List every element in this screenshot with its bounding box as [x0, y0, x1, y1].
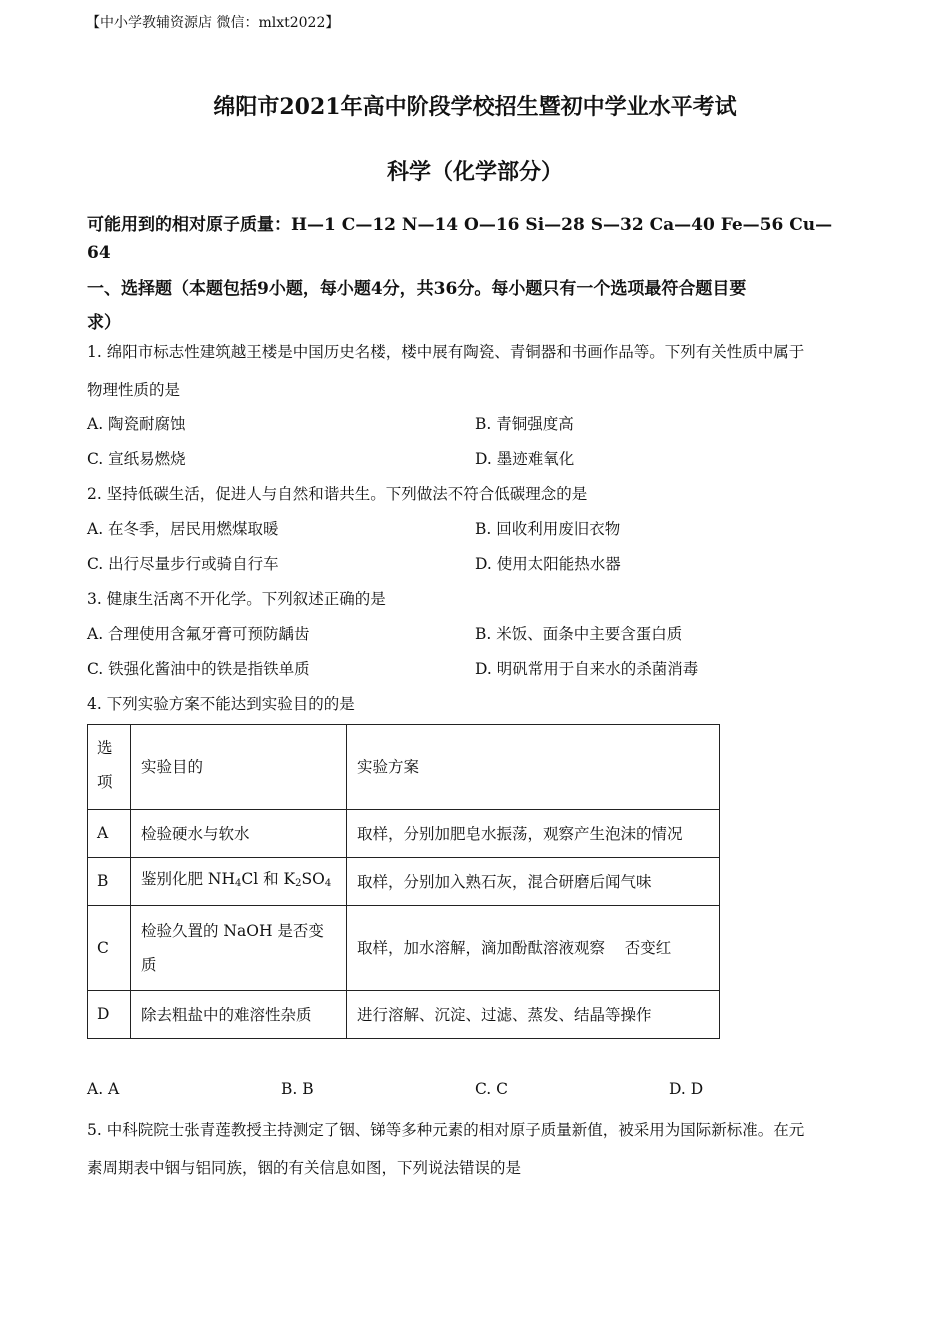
row-purpose-cell: 检验硬水与软水 — [131, 810, 347, 858]
formula-text: Cl 和 K — [241, 870, 296, 888]
q5-stem-line2: 素周期表中铟与铝同族，铟的有关信息如图，下列说法错误的是 — [87, 1159, 522, 1177]
table-header-row — [88, 725, 720, 810]
row-plan-cell: 取样，分别加入熟石灰，混合研磨后闻气味 — [347, 858, 720, 906]
q4-stem: 4. 下列实验方案不能达到实验目的的是 — [87, 695, 355, 713]
section1-heading-line2: 求） — [87, 313, 121, 333]
header-purpose-cell: 实验目的 — [131, 725, 347, 810]
q2-option-a: A. 在冬季，居民用燃煤取暖 — [87, 520, 279, 538]
q2-option-d: D. 使用太阳能热水器 — [475, 555, 621, 573]
q1-option-b: B. 青铜强度高 — [475, 415, 574, 433]
purpose-line: 质 — [141, 956, 157, 974]
row-option-cell: B — [88, 858, 131, 906]
q4-option-c: C. C — [475, 1080, 509, 1098]
q4-option-d: D. D — [669, 1080, 704, 1098]
q3-option-b: B. 米饭、面条中主要含蛋白质 — [475, 625, 683, 643]
section1-heading-line1: 一、选择题（本题包括9小题，每小题4分，共36分。每小题只有一个选项最符合题目要 — [87, 279, 747, 299]
page-title: 绵阳市2021年高中阶段学校招生暨初中学业水平考试 — [213, 94, 737, 120]
q1-option-d: D. 墨迹难氧化 — [475, 450, 575, 468]
q3-option-a: A. 合理使用含氟牙膏可预防龋齿 — [87, 625, 310, 643]
row-plan-cell: 进行溶解、沉淀、过滤、蒸发、结晶等操作 — [347, 991, 720, 1039]
q3-option-c: C. 铁强化酱油中的铁是指铁单质 — [87, 660, 310, 678]
row-plan-cell: 取样，分别加肥皂水振荡，观察产生泡沫的情况 — [347, 810, 720, 858]
q1-stem-line2: 物理性质的是 — [87, 381, 181, 399]
row-option-cell: A — [88, 810, 131, 858]
header-note: 【中小学教辅资源店 微信：mlxt2022】 — [86, 15, 340, 31]
row-plan-cell: 取样，加水溶解，滴加酚酞溶液观察 否变红 — [347, 906, 720, 991]
purpose-line: 检验久置的 NaOH 是否变 — [141, 922, 324, 940]
header-option-cell — [88, 725, 131, 810]
row-option-cell: D — [88, 991, 131, 1039]
table-row — [88, 906, 720, 991]
q2-option-b: B. 回收利用废旧衣物 — [475, 520, 621, 538]
page-subtitle: 科学（化学部分） — [386, 159, 563, 185]
table-row — [88, 810, 720, 858]
formula-subscript: 2 — [295, 878, 302, 889]
q2-stem: 2. 坚持低碳生活，促进人与自然和谐共生。下列做法不符合低碳理念的是 — [87, 485, 588, 503]
formula-text: 鉴别化肥 NH — [141, 870, 236, 888]
row-purpose-cell — [131, 858, 347, 906]
q4-option-b: B. B — [281, 1080, 314, 1098]
q2-option-c: C. 出行尽量步行或骑自行车 — [87, 555, 279, 573]
row-purpose-cell — [131, 906, 347, 991]
q5-stem-line1: 5. 中科院院士张青莲教授主持测定了铟、锑等多种元素的相对原子质量新值，被采用为国际新标准。在元 — [87, 1121, 805, 1139]
formula-text: SO — [301, 870, 325, 888]
table-row — [88, 858, 720, 906]
formula-subscript: 4 — [324, 878, 332, 889]
q1-option-a: A. 陶瓷耐腐蚀 — [87, 415, 186, 433]
row-purpose-cell: 除去粗盐中的难溶性杂质 — [131, 991, 347, 1039]
formula-subscript: 4 — [235, 878, 242, 889]
row-option-cell: C — [88, 906, 131, 991]
atomic-masses-line1: 可能用到的相对原子质量：H—1 C—12 N—14 O—16 Si—28 S—32 Ca—40 Fe—56 Cu— — [87, 215, 833, 235]
q1-option-c: C. 宣纸易燃烧 — [87, 450, 186, 468]
q1-stem-line1: 1. 绵阳市标志性建筑越王楼是中国历史名楼，楼中展有陶瓷、青铜器和书画作品等。下列有关性质中属于 — [87, 343, 805, 361]
q3-option-d: D. 明矾常用于自来水的杀菌消毒 — [475, 660, 699, 678]
atomic-masses-line2: 64 — [87, 243, 111, 263]
q4-table — [87, 724, 720, 1039]
header-option-text-b: 项 — [97, 773, 113, 791]
q3-stem: 3. 健康生活离不开化学。下列叙述正确的是 — [87, 590, 386, 608]
header-option-text-a: 选 — [97, 739, 113, 757]
q4-option-a: A. A — [87, 1080, 120, 1098]
table-row — [88, 991, 720, 1039]
header-plan-cell: 实验方案 — [347, 725, 720, 810]
